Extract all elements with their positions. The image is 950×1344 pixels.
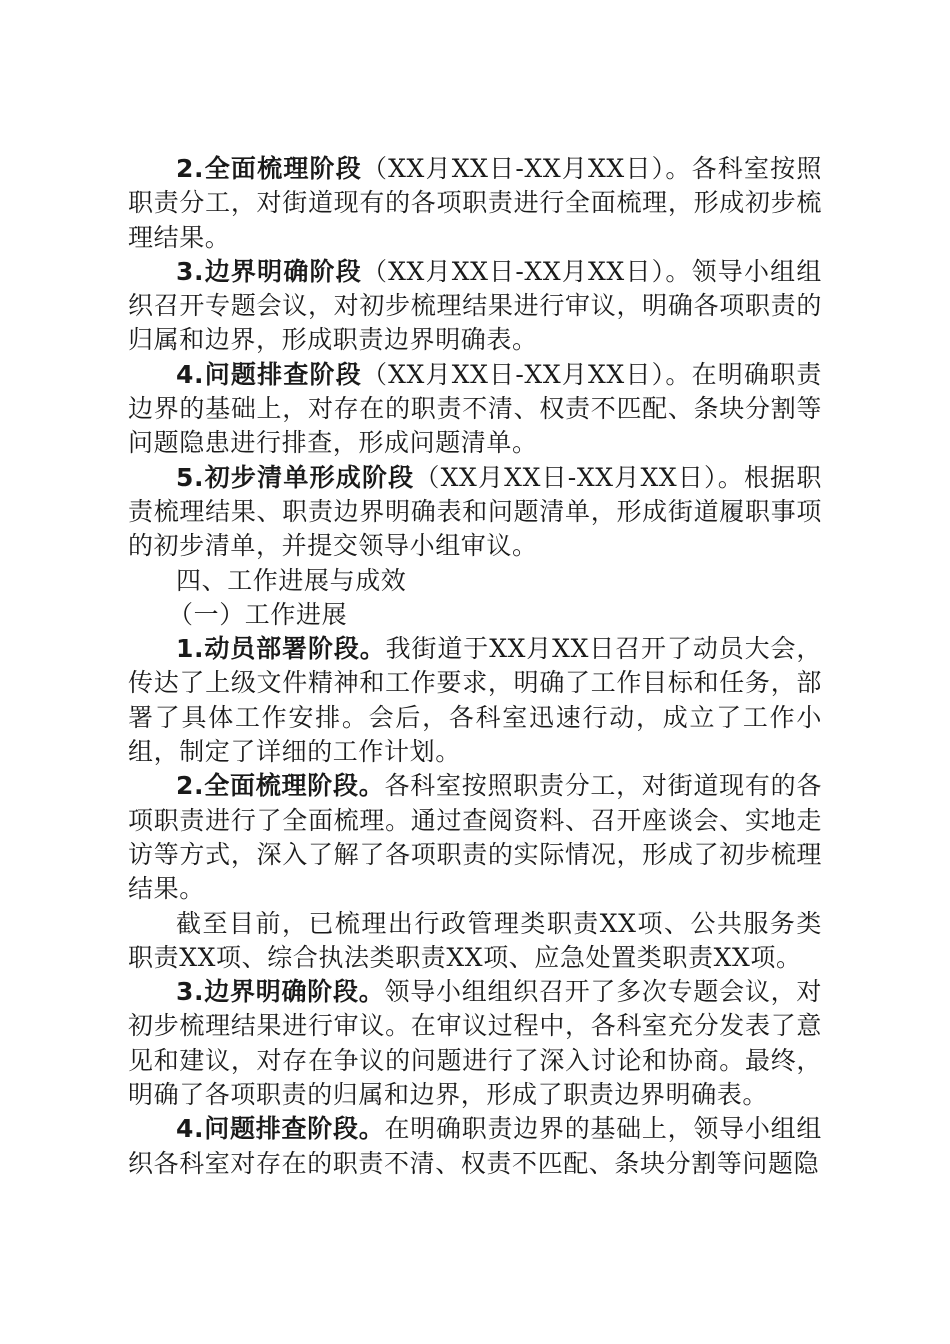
paragraph-stage-2-plan [128, 152, 822, 255]
paragraph-lead: 4.问题排查阶段 [176, 359, 362, 389]
paragraph-stage-3-plan [128, 255, 822, 358]
paragraph-text: （XX月XX日-XX月XX日）。根据职责梳理结果、职责边界明确表和问题清单，形成街道履职事项的初步清单，并提交领导小组审议。 [128, 462, 822, 561]
section-heading: 四、工作进展与成效 [176, 565, 407, 595]
paragraph-progress-stage-2 [128, 769, 822, 906]
paragraph-text: （XX月XX日-XX月XX日）。各科室按照职责分工，对街道现有的各项职责进行全面梳理，形成初步梳理结果。 [128, 154, 822, 252]
paragraph-stage-5-plan [128, 461, 822, 564]
subsection-heading: （一）工作进展 [168, 599, 348, 629]
paragraph-progress-stage-1 [128, 632, 822, 769]
paragraph-text: （XX月XX日-XX月XX日）。领导小组组织召开专题会议，对初步梳理结果进行审议，明确各项职责的归属和边界，形成职责边界明确表。 [128, 256, 822, 355]
paragraph-stage-4-plan [128, 358, 822, 461]
paragraph-text: 领导小组组织召开了多次专题会议，对初步梳理结果进行审议。在审议过程中，各科室充分发表了意见和建议，对存在争议的问题进行了深入讨论和协商。最终，明确了各项职责的归属和边界，形成了职责边界明确表。 [128, 977, 823, 1110]
paragraph-progress-summary [128, 907, 822, 976]
paragraph-text: 截至目前，已梳理出行政管理类职责XX项、公共服务类职责XX项、综合执法类职责XX项、应急处置类职责XX项。 [128, 908, 822, 972]
paragraph-lead: 2.全面梳理阶段 [176, 154, 362, 183]
paragraph-progress-stage-3 [128, 975, 822, 1112]
paragraph-lead: 3.边界明确阶段 [176, 256, 362, 286]
paragraph-text: 我街道于XX月XX日召开了动员大会，传达了上级文件精神和工作要求，明确了工作目标和任务，部署了具体工作安排。会后，各科室迅速行动，成立了工作小组，制定了详细的工作计划。 [128, 634, 822, 767]
paragraph-lead: 4.问题排查阶段。 [176, 1114, 385, 1144]
paragraph-text: 各科室按照职责分工，对街道现有的各项职责进行了全面梳理。通过查阅资料、召开座谈会、实地走访等方式，深入了解了各项职责的实际情况，形成了初步梳理结果。 [128, 771, 823, 904]
paragraph-lead: 2.全面梳理阶段。 [176, 771, 385, 801]
paragraph-lead: 5.初步清单形成阶段 [176, 462, 415, 492]
paragraph-lead: 1.动员部署阶段。 [176, 634, 386, 664]
paragraph-progress-stage-4 [128, 1112, 822, 1181]
paragraph-lead: 3.边界明确阶段。 [176, 977, 385, 1007]
paragraph-text: 在明确职责边界的基础上，领导小组组织各科室对存在的职责不清、权责不匹配、条块分割等问题隐 [128, 1114, 823, 1178]
paragraph-text: （XX月XX日-XX月XX日）。在明确职责边界的基础上，对存在的职责不清、权责不匹配、条块分割等问题隐患进行排查，形成问题清单。 [128, 359, 822, 458]
